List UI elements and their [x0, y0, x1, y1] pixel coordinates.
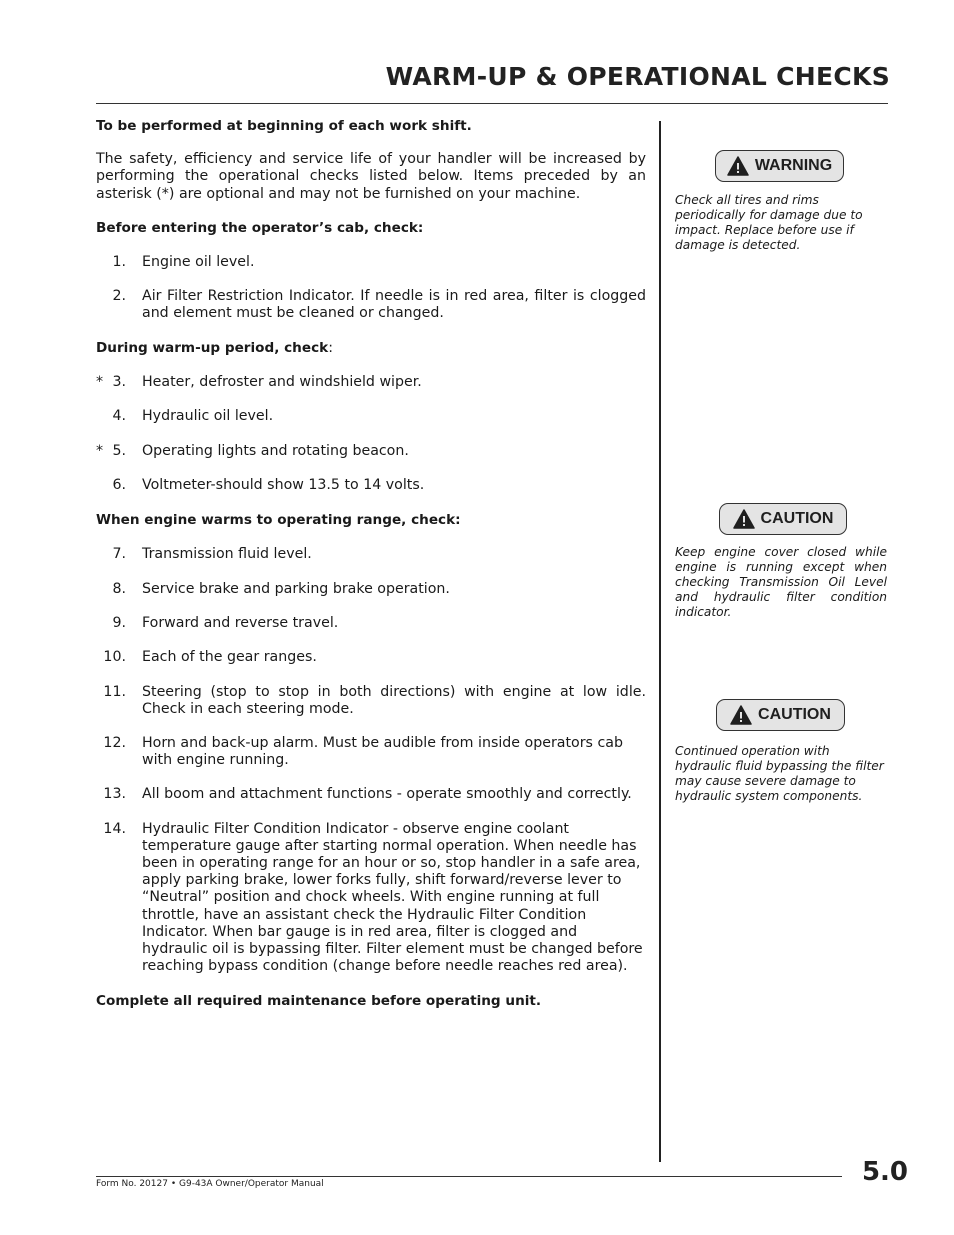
caution-label: CAUTION — [758, 706, 831, 723]
intro-heading: To be performed at beginning of each work shift. — [96, 118, 472, 134]
list-item — [96, 649, 646, 666]
caution-badge — [719, 503, 847, 535]
item-number: 4. — [112, 408, 126, 425]
item-number: 5. — [112, 443, 126, 460]
list-item — [96, 254, 646, 271]
item-number: 14. — [103, 820, 126, 837]
item-number: 2. — [112, 288, 126, 305]
list-item — [96, 288, 646, 322]
item-text: Hydraulic Filter Condition Indicator - observe engine coolant temperature gauge after starting normal operation. When needle has been in operating range for an hour or so, stop handler in a safe area, apply parking brake, lower forks fully, shift forward/reverse lever to “Neutral” position and chock wheels. With engine running at full throttle, have an assistant check the Hydraulic Filter Condition Indicator. When bar gauge is in red area, filter is clogged and hydraulic oil is bypassing filter. Filter element must be changed before reaching bypass condition (change before needle reaches red area). — [142, 820, 643, 975]
intro-text: The safety, efficiency and service life of your handler will be increased by performing the operational checks listed below. Items preceded by an asterisk (*) are optional and may not be furnished on your machine. — [96, 151, 646, 202]
page-title: WARM-UP & OPERATIONAL CHECKS — [385, 62, 890, 91]
item-text: Horn and back-up alarm. Must be audible from inside operators cab with engine running. — [142, 735, 623, 769]
column-divider — [659, 121, 661, 1162]
list-item — [96, 684, 646, 718]
item-number: 6. — [112, 477, 126, 494]
item-text: Transmission fluid level. — [142, 545, 312, 562]
warning-triangle-icon — [733, 509, 755, 529]
title-divider — [96, 103, 888, 104]
item-text: Service brake and parking brake operation. — [142, 581, 450, 598]
item-text: All boom and attachment functions - operate smoothly and correctly. — [142, 786, 632, 803]
item-number: 9. — [112, 615, 126, 632]
caution-text: Continued operation with hydraulic fluid bypassing the filter may cause severe damage to hydraulic system components. — [675, 744, 884, 803]
list-item — [96, 374, 646, 391]
caution-text: Keep engine cover closed while engine is running except when checking Transmission Oil Level and hydraulic filter condition indicator. — [675, 545, 887, 619]
list-item — [96, 477, 646, 494]
closing-note: Complete all required maintenance before operating unit. — [96, 992, 542, 1009]
section1-heading: Before entering the operator’s cab, check: — [96, 219, 424, 236]
list-item — [96, 615, 646, 632]
warning-badge — [715, 150, 844, 182]
optional-asterisk: * — [96, 443, 104, 460]
item-text: Engine oil level. — [142, 254, 255, 271]
item-number: 8. — [112, 581, 126, 598]
section2-colon: : — [328, 339, 333, 356]
item-number: 1. — [112, 254, 126, 271]
warning-triangle-icon — [727, 156, 749, 176]
main-column — [96, 118, 646, 1010]
section2-heading: During warm-up period, check — [96, 339, 329, 356]
item-number: 10. — [103, 649, 126, 666]
page-number: 5.0 — [861, 1157, 908, 1187]
section2-heading-line — [96, 340, 646, 357]
warning-text: Check all tires and rims periodically for damage due to impact. Replace before use if damage is detected. — [675, 193, 863, 252]
item-text: Heater, defroster and windshield wiper. — [142, 373, 422, 390]
warning-triangle-icon — [730, 705, 752, 725]
item-text: Hydraulic oil level. — [142, 408, 274, 425]
list-item — [96, 735, 646, 769]
section3-heading: When engine warms to operating range, check: — [96, 511, 461, 528]
list-item — [96, 408, 646, 425]
item-text: Voltmeter-should show 13.5 to 14 volts. — [142, 477, 425, 494]
footer-form-number: Form No. 20127 • G9-43A Owner/Operator Manual — [96, 1179, 324, 1189]
item-number: 12. — [103, 735, 126, 752]
list-item — [96, 581, 646, 598]
item-text: Forward and reverse travel. — [142, 615, 339, 632]
caution-badge — [716, 699, 845, 731]
item-number: 7. — [112, 545, 126, 562]
item-number: 13. — [103, 786, 126, 803]
list-item — [96, 786, 646, 803]
item-text: Air Filter Restriction Indicator. If needle is in red area, filter is clogged and element must be cleaned or changed. — [142, 288, 646, 322]
item-text: Steering (stop to stop in both directions) with engine at low idle. Check in each steering mode. — [142, 683, 646, 717]
item-text: Operating lights and rotating beacon. — [142, 443, 409, 460]
list-item — [96, 821, 646, 976]
list-item — [96, 546, 646, 563]
list-item — [96, 443, 646, 460]
item-text: Each of the gear ranges. — [142, 649, 317, 666]
footer-divider — [96, 1176, 842, 1177]
item-number: 3. — [112, 373, 126, 390]
warning-label: WARNING — [754, 157, 833, 174]
optional-asterisk: * — [96, 373, 104, 390]
caution-label: CAUTION — [760, 510, 834, 527]
item-number: 11. — [103, 683, 126, 700]
